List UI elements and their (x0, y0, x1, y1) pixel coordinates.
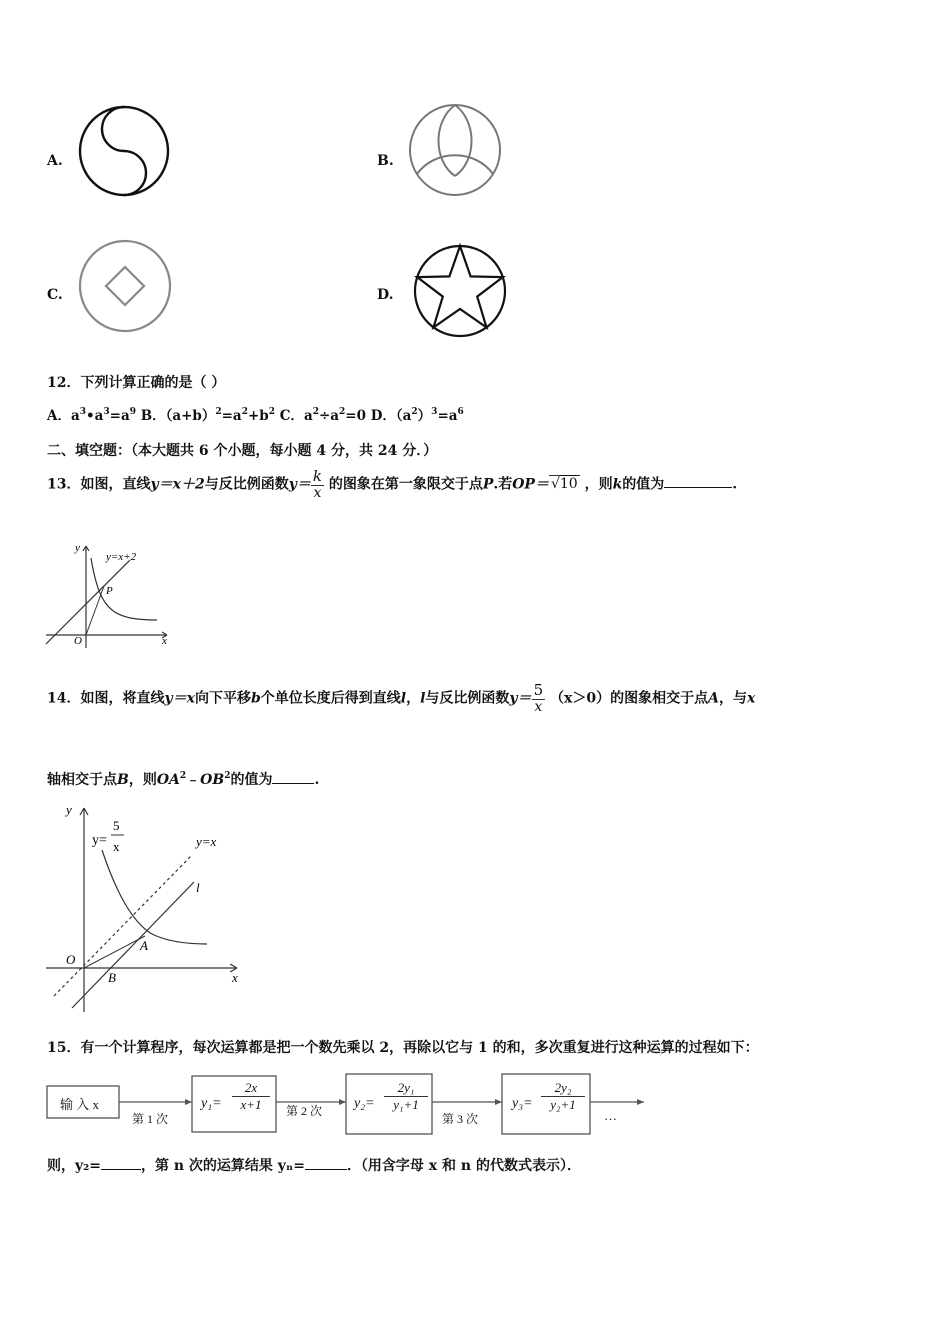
q15-y2-blank[interactable] (101, 1157, 141, 1170)
q14-graph-l-label: l (196, 880, 200, 895)
q13-graph-o-label: O (74, 635, 82, 647)
option-a-label: A. (47, 153, 63, 169)
q15-yn-blank[interactable] (305, 1157, 347, 1170)
q15-stem: 15．有一个计算程序，每次运算都是把一个数先乘以 2，再除以它与 1 的和，多次重复进行这种运算的过程如下： (47, 1040, 759, 1056)
coin-figure (76, 237, 174, 335)
q12-stem: 12．下列计算正确的是（ ） (47, 375, 226, 391)
flow-y1-lhs: y₁= (201, 1096, 222, 1111)
q13-graph-y-label: y (75, 542, 80, 554)
flow-step1: 第 1 次 (132, 1112, 169, 1126)
flow-y2-lhs: y₂= (354, 1096, 375, 1111)
q12-options: A．$a^3•a^3=a^9$ B．$(a+b)^2=a^2+b^2$ C．$a^2\div a^2=0$ D．$(a^2)^3=a^6$ (47, 407, 464, 424)
option-b-label: B. (377, 153, 394, 169)
q12-a-label: A． (47, 408, 71, 424)
q14-graph-func-label: y= (92, 833, 107, 848)
q14-graph-x-label: x (232, 970, 238, 985)
section2-heading: 二、填空题：（本大题共 6 个小题，每小题 4 分，共 24 分．） (47, 443, 438, 459)
flow-dots: … (604, 1108, 617, 1123)
q13-graph-line-label: y=x+2 (106, 551, 137, 563)
q12-b-label: B． (140, 408, 166, 424)
three-arcs-figure (405, 101, 505, 199)
option-c-label: C. (47, 287, 63, 303)
q13-fraction: $\frac{k}{x}$ (312, 467, 322, 501)
q14-graph-a-label: A (140, 938, 148, 953)
q14-stem-line1: 14．如图，将直线y＝x向下平移b个单位长度后得到直线l，l与反比例函数y＝ $\frac{5}{x}$ （x＞0）的图象相交于点A，与x (47, 681, 756, 715)
q14-graph-y-label: y (66, 802, 72, 817)
q13-graph-x-label: x (162, 635, 167, 647)
q14-graph-yx-label: y=x (196, 834, 217, 849)
q13-sqrt: √10 (550, 476, 578, 493)
q14-answer-blank[interactable] (272, 771, 314, 784)
flow-y3-lhs: y₃= (512, 1096, 533, 1111)
q14-graph-o-label: O (66, 952, 76, 967)
q13-stem: 13．如图，直线y＝x＋2与反比例函数y＝ $\frac{k}{x}$ 的图象在第一象限交于点P.若OP＝ √10 ，则k的值为 . (47, 467, 738, 501)
flow-y1-num: 2x (232, 1080, 270, 1097)
q12-c-label: C． (279, 408, 304, 424)
q15-flowchart (46, 1072, 646, 1140)
q15-answer-line: 则，y₂= ，第 n 次的运算结果 yₙ= ．（用含字母 x 和 n 的代数式表示）． (47, 1158, 581, 1174)
q14-graph-func-den: x (113, 839, 120, 854)
flow-y2-num: 2y₁ (384, 1080, 428, 1097)
q14-graph-func-num: 5 (113, 818, 120, 833)
q14-graph-b-label: B (108, 970, 116, 985)
q13-graph-p-label: P (106, 585, 113, 597)
q13-graph (42, 540, 177, 650)
q12-d-label: D． (370, 408, 396, 424)
yin-yang-figure (76, 103, 172, 199)
flow-y3-num: 2y₂ (541, 1080, 585, 1097)
star-circle-figure (412, 243, 508, 339)
q14-graph (42, 800, 247, 1015)
q14-stem-line2: 轴相交于点B，则$OA^2﹣OB^2$的值为 . (47, 771, 320, 788)
q14-fraction: $\frac{5}{x}$ (533, 681, 544, 715)
flow-step3: 第 3 次 (442, 1112, 479, 1126)
flow-step2: 第 2 次 (286, 1104, 323, 1118)
flow-y1-den: x+1 (240, 1097, 262, 1112)
flow-y2-den: y₁+1 (393, 1097, 419, 1112)
flow-input: 输 入 x (60, 1097, 100, 1112)
option-d-label: D. (377, 287, 394, 303)
q13-answer-blank[interactable] (664, 475, 732, 488)
flow-y3-den: y₂+1 (550, 1097, 576, 1112)
